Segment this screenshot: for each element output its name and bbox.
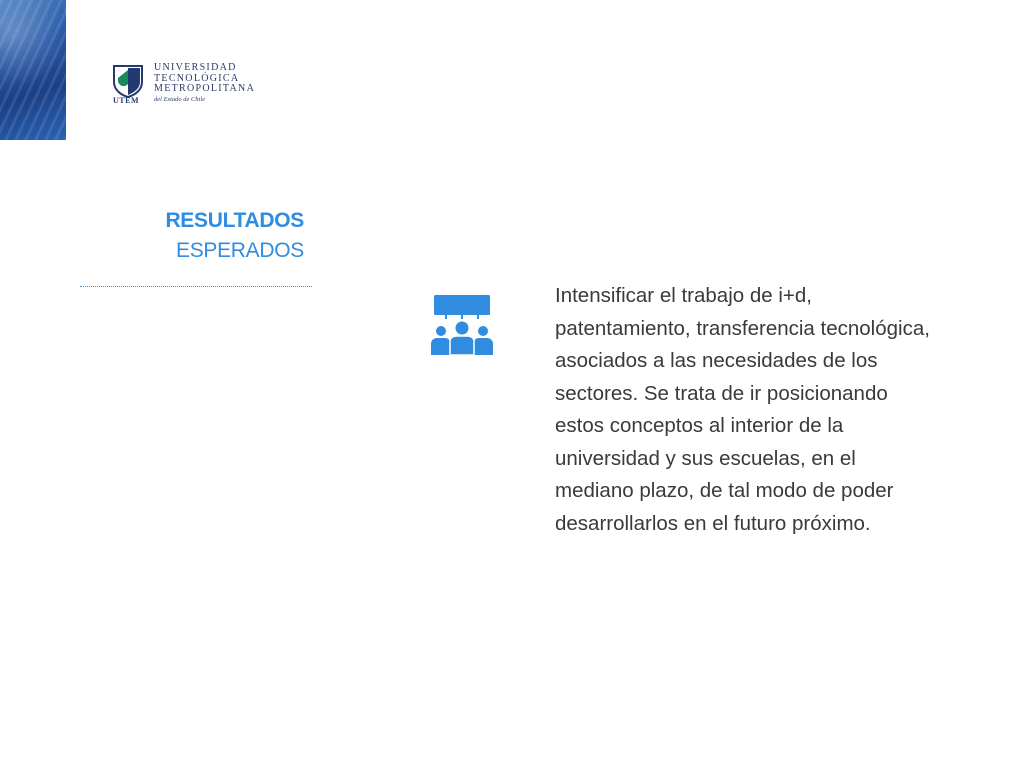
logo-line-3: METROPOLITANA (154, 83, 256, 94)
logo-acronym: UTEM (113, 96, 139, 105)
people-meeting-icon (431, 294, 493, 356)
section-heading (165, 206, 304, 266)
body-paragraph: Intensificar el trabajo de i+d, patentamiento, transferencia tecnológica, asociados a las necesidades de los sectores. Se trata de ir posicionando estos conceptos al interior de la universidad y sus escuelas, en el mediano plazo, de tal modo de poder desarrollarlos en el futuro próximo. (555, 284, 930, 535)
logo-subtitle: del Estado de Chile (154, 95, 206, 103)
logo-line-1: UNIVERSIDAD (154, 62, 237, 73)
corner-decorative-image (0, 0, 66, 140)
heading-line-1: RESULTADOS (165, 209, 304, 232)
heading-line-2: ESPERADOS (175, 239, 304, 262)
utem-logo (112, 63, 292, 109)
logo-wordmark (154, 63, 255, 103)
logo-line-2: TECNOLÓGICA (154, 72, 240, 84)
shield-emblem-icon (112, 64, 144, 98)
dotted-divider (80, 286, 312, 287)
